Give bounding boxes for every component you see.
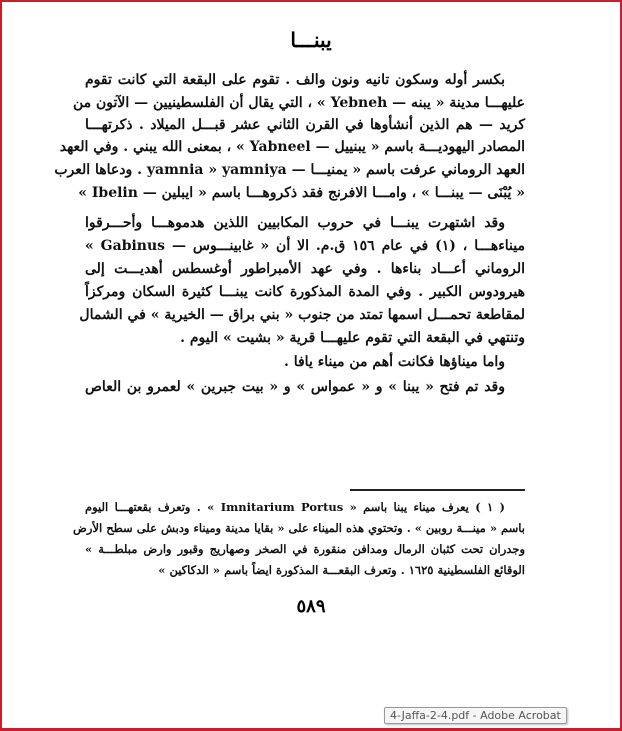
page-number: ٥٨٩ [296, 596, 326, 617]
text-line: الروماني أعـــاد بناءها . وفي عهد الأمبراطور أوغسطس أهديـــت إلى [85, 261, 525, 277]
footnote-line: ( ١ ) يعرف ميناء يبنا باسم « Imnitarium Portus » . وتعرف بقعتهـــا اليوم [85, 500, 505, 514]
text-line: ميناءهـــا ، (١) في عام ١٥٦ ق.م. الا أن « غابينـــوس — Gabinus » [85, 238, 525, 254]
text-line: وقد تم فتح « يبنا » و « عمواس » و « بيت جبرين » لعمرو بن العاص [85, 379, 505, 395]
text-line: العهد الروماني عرفت باسم « يمنيـــا — yamnia » yamniya . ودعاها العرب [54, 162, 525, 178]
text-line: وقد اشتهرت يبنـــا في حروب المكابيين اللذين هدموهـــا وأحـــرقوا [85, 215, 505, 231]
text-line: المصادر اليهوديـــة باسم « يبنييل — Yabneel » ، بمعنى الله يبني . وفي العهد [59, 139, 525, 155]
window-tooltip: 4-Jaffa-2-4.pdf - Adobe Acrobat [384, 707, 567, 724]
text-line: هيرودوس الكبير . وفي المدة المذكورة كانت يبنـــا كثيرة السكان ومركزاً [85, 284, 525, 300]
text-line: كريد — هم الذين أنشأوها في القرن الثاني عشر قبـــل الميلاد . ذكرتهـــا [85, 117, 525, 133]
footnote-line: وجدران تحت كثبان الرمال ومدافن منقورة في الصخر وصهاريج وقبور وارض مبلطـــة » [85, 542, 525, 556]
text-line: عليهـــا مدينة « يبنه — Yebneh » ، التي يقال أن الفلسطينيين — الآتون من [72, 95, 525, 111]
footnote-line: باسم « مينـــة روبين » . وتحتوي هذه الميناء على « بقايا مدينة وميناء ودبش على سطح الأرض [72, 521, 525, 535]
text-line: بكسر أوله وسكون تانيه ونون والف . تقوم على البقعة التي كانت تقوم [85, 72, 505, 88]
footnote-rule [350, 489, 525, 491]
text-line: واما ميناؤها فكانت أهم من ميناء يافا . [283, 354, 505, 370]
page-title: يبنـــا [290, 28, 332, 52]
footnote-line: الوقائع الفلسطينية ١٦٢٥ . وتعرف البقعـــة المذكورة ايضاً باسم « الدكاكين » [158, 563, 525, 577]
text-line: « يُبْنَى — يبنـــا » ، وامـــا الافرنج فقد ذكروهـــا باسم « ايبلين — Ibelin » [78, 185, 525, 201]
text-line: لمقاطعة تحمـــل اسمها تمتد من جنوب « بني براق — الخيرية » في الشمال [79, 307, 525, 323]
text-line: وتنتهي في البقعة التي تقوم عليهـــا قرية « بشيت » اليوم . [180, 330, 525, 346]
